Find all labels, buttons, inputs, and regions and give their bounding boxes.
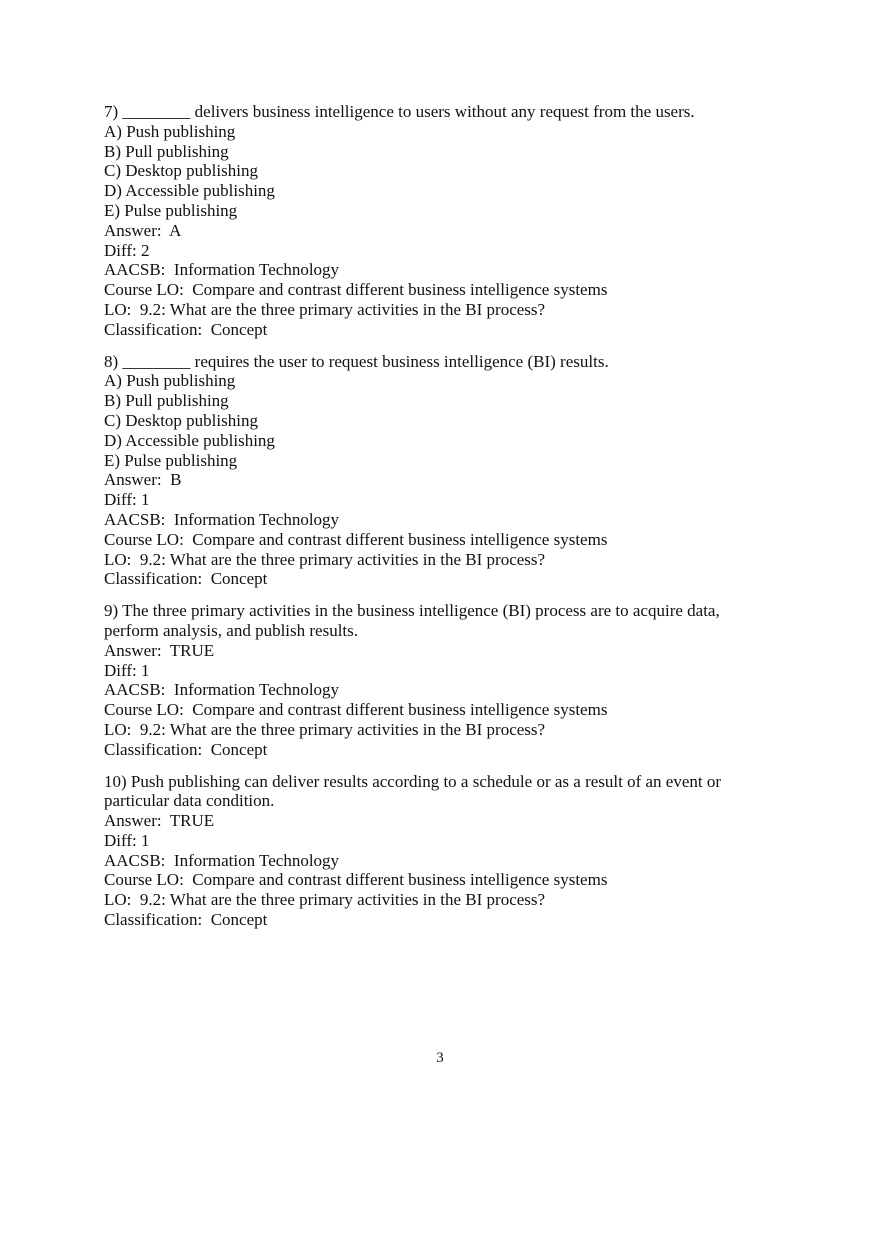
answer: Answer: B (104, 470, 182, 490)
answer: Answer: TRUE (104, 811, 215, 831)
difficulty: Diff: 1 (104, 660, 150, 680)
classification: Classification: Concept (104, 910, 268, 930)
question-10 (104, 772, 764, 930)
learning-objective: LO: 9.2: What are the three primary activities in the BI process? (104, 299, 546, 319)
question-prompt: 8) ________ requires the user to request business intelligence (BI) results. (104, 351, 609, 371)
question-list (104, 102, 764, 942)
course-lo: Course LO: Compare and contrast different business intelligence systems (104, 870, 608, 890)
option-b: B) Pull publishing (104, 391, 229, 411)
classification: Classification: Concept (104, 569, 268, 589)
difficulty: Diff: 2 (104, 240, 150, 260)
option-c: C) Desktop publishing (104, 161, 258, 181)
answer: Answer: TRUE (104, 640, 215, 660)
aacsb: AACSB: Information Technology (104, 680, 340, 700)
option-d: D) Accessible publishing (104, 430, 275, 450)
option-b: B) Pull publishing (104, 141, 229, 161)
option-a: A) Push publishing (104, 121, 236, 141)
learning-objective: LO: 9.2: What are the three primary activities in the BI process? (104, 719, 546, 739)
question-prompt: 7) ________ delivers business intelligence to users without any request from the users. (104, 102, 695, 121)
aacsb: AACSB: Information Technology (104, 509, 340, 529)
course-lo: Course LO: Compare and contrast different business intelligence systems (104, 529, 608, 549)
page-number: 3 (436, 1050, 444, 1066)
question-prompt-line-1: 10) Push publishing can deliver results according to a schedule or as a result of an event or (104, 771, 722, 791)
option-c: C) Desktop publishing (104, 410, 258, 430)
question-8 (104, 352, 764, 590)
classification: Classification: Concept (104, 319, 268, 339)
difficulty: Diff: 1 (104, 490, 150, 510)
learning-objective: LO: 9.2: What are the three primary activities in the BI process? (104, 549, 546, 569)
aacsb: AACSB: Information Technology (104, 260, 340, 280)
question-prompt-line-2: particular data condition. (104, 791, 275, 811)
option-a: A) Push publishing (104, 371, 236, 391)
question-prompt-line-2: perform analysis, and publish results. (104, 620, 359, 640)
question-prompt-line-1: 9) The three primary activities in the business intelligence (BI) process are to acquire data, (104, 601, 720, 621)
learning-objective: LO: 9.2: What are the three primary activities in the BI process? (104, 890, 546, 910)
option-e: E) Pulse publishing (104, 200, 238, 220)
answer: Answer: A (104, 220, 182, 240)
question-9 (104, 601, 764, 759)
course-lo: Course LO: Compare and contrast different business intelligence systems (104, 280, 608, 300)
question-7 (104, 102, 764, 340)
aacsb: AACSB: Information Technology (104, 850, 340, 870)
classification: Classification: Concept (104, 739, 268, 759)
option-e: E) Pulse publishing (104, 450, 238, 470)
difficulty: Diff: 1 (104, 830, 150, 850)
course-lo: Course LO: Compare and contrast different business intelligence systems (104, 700, 608, 720)
option-d: D) Accessible publishing (104, 181, 275, 201)
